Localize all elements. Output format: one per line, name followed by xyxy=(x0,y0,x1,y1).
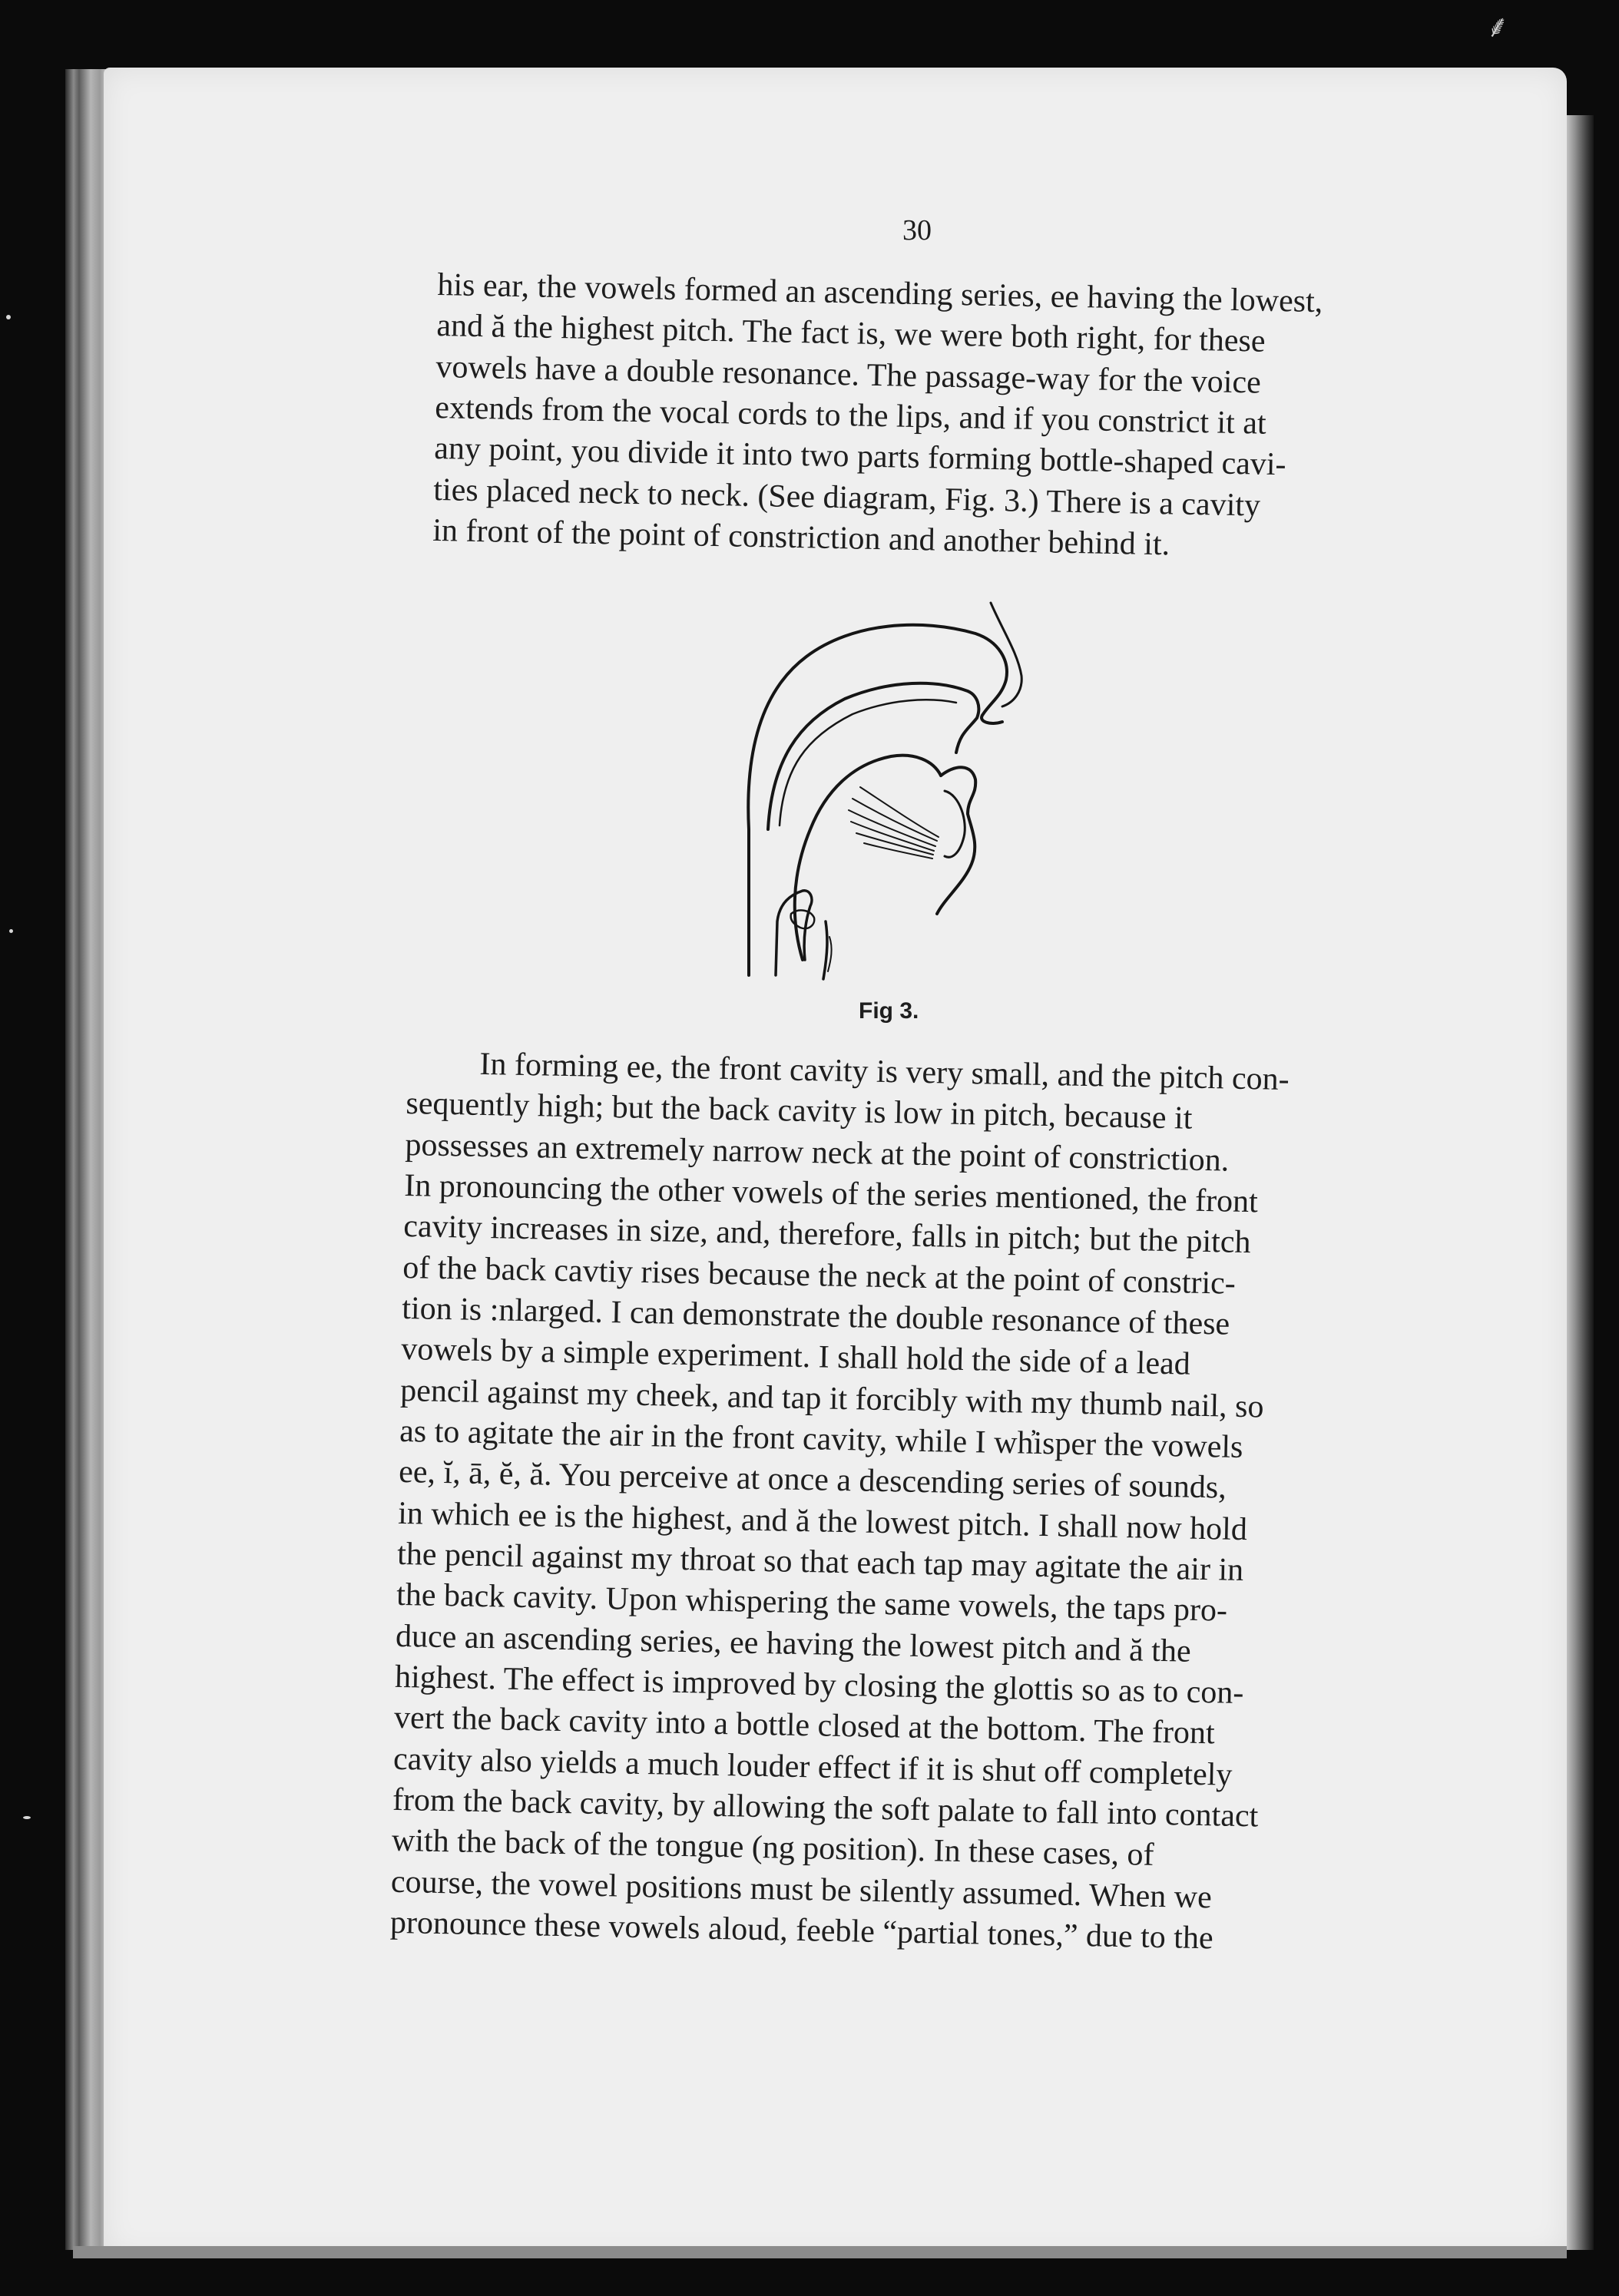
text-line: tion is :nlarged. I can demonstrate the double resonance of these xyxy=(401,1290,1230,1342)
text-line: his ear, the vowels formed an ascending series, ee having the lowest, xyxy=(437,266,1323,320)
text-line: of the back cavtiy rises because the neck at the point of constric- xyxy=(402,1249,1237,1302)
text-line: In pronouncing the other vowels of the series mentioned, the front xyxy=(403,1167,1259,1220)
page-bottom-edge xyxy=(73,2246,1567,2258)
text-line: in which ee is the highest, and ă the lowest pitch. I shall now hold xyxy=(397,1495,1248,1547)
text-line: possesses an extremely narrow neck at the point of constriction. xyxy=(405,1126,1230,1179)
text-line: as to agitate the air in the front cavity, while I wh̓isper the vowels xyxy=(399,1413,1243,1465)
corner-mark-icon: ⸙ xyxy=(1486,9,1509,45)
text-line: vowels by a simple experiment. I shall hold the side of a lead xyxy=(400,1332,1191,1382)
text-line: highest. The effect is improved by closing the glottis so as to con- xyxy=(394,1659,1244,1711)
text-line: cavity also yields a much louder effect if it is shut off completely xyxy=(392,1741,1233,1793)
text-line: cavity increases in size, and, therefore, falls in pitch; but the pitch xyxy=(402,1209,1251,1261)
text-line: ties placed neck to neck. (See diagram, Fig. 3.) There is a cavity xyxy=(432,471,1261,524)
text-line: in front of the point of constriction and another behind it. xyxy=(432,512,1170,563)
text-line: sequently high; but the back cavity is low in pitch, because it xyxy=(406,1086,1193,1136)
text-line: In forming ee, the front cavity is very small, and the pitch con- xyxy=(479,1046,1290,1098)
speck xyxy=(9,929,13,933)
speck xyxy=(23,1816,31,1819)
page-number: 30 xyxy=(902,214,932,246)
speck xyxy=(6,315,11,319)
page-edge-right xyxy=(1563,115,1594,2250)
text-line: pencil against my cheek, and tap it forcibly with my thumb nail, so xyxy=(399,1372,1264,1425)
text-line: the back cavity. Upon whispering the same vowels, the taps pro- xyxy=(396,1577,1228,1629)
figure-caption: Fig 3. xyxy=(859,998,919,1024)
text-line: ee, ĭ, ā, ĕ, ă. You perceive at once a descending series of sounds, xyxy=(398,1454,1227,1506)
text-line: any point, you divide it into two parts forming bottle-shaped cavi- xyxy=(433,431,1286,483)
paragraph-1 xyxy=(432,265,1375,570)
text-line: vowels have a double resonance. The passage-way for the voice xyxy=(435,349,1262,401)
paragraph-2 xyxy=(389,1043,1359,1962)
text-line: duce an ascending series, ee having the lowest pitch and ă the xyxy=(395,1618,1192,1669)
text-line: extends from the vocal cords to the lips, and if you constrict it at xyxy=(434,389,1267,442)
text-line: from the back cavity, by allowing the soft palate to fall into contact xyxy=(392,1782,1259,1834)
text-line: the pencil against my throat so that each tap may agitate the air in xyxy=(396,1536,1244,1588)
text-line: pronounce these vowels aloud, feeble “partial tones,” due to the xyxy=(389,1904,1214,1957)
text-line: vert the back cavity into a bottle closed at the bottom. The front xyxy=(393,1700,1216,1752)
text-line: and ă the highest pitch. The fact is, we were both right, for these xyxy=(436,308,1266,360)
vocal-tract-diagram xyxy=(737,599,1060,991)
text-line: course, the vowel positions must be silently assumed. When we xyxy=(390,1864,1213,1915)
text-line: with the back of the tongue (ng position). In these cases, of xyxy=(391,1823,1154,1874)
